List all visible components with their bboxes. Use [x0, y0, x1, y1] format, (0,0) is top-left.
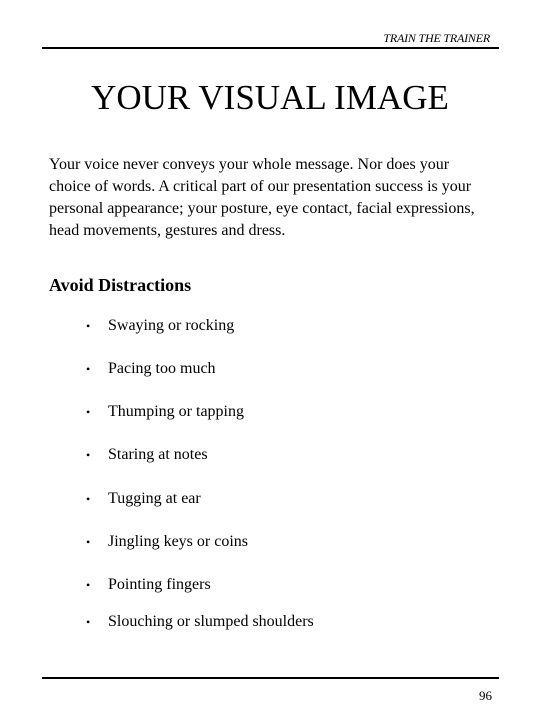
section-heading: Avoid Distractions	[49, 275, 192, 295]
list-item-text: Pacing too much	[108, 360, 216, 377]
intro-paragraph: Your voice never conveys your whole message. Nor does your choice of words. A critical part of our presentation success is your personal appearance; your posture, eye contact, facial expressions, head movements, gestures and dress.	[49, 156, 475, 239]
list-item-text: Thumping or tapping	[108, 403, 244, 420]
list-item	[86, 531, 248, 553]
list-item	[86, 444, 208, 466]
list-item-text: Jingling keys or coins	[108, 533, 248, 550]
list-item-text: Pointing fingers	[108, 576, 211, 593]
list-item	[86, 574, 211, 596]
bullet-icon: •	[86, 535, 91, 549]
footer-rule	[42, 677, 499, 679]
list-item-text: Tugging at ear	[108, 490, 201, 507]
bullet-icon: •	[86, 578, 91, 592]
list-item-text: Staring at notes	[108, 446, 208, 463]
bullet-icon: •	[86, 492, 91, 506]
bullet-icon: •	[86, 319, 91, 333]
bullet-icon: •	[86, 615, 91, 629]
running-header: TRAIN THE TRAINER	[383, 31, 490, 45]
list-item	[86, 315, 234, 337]
list-item	[86, 358, 216, 380]
header-rule	[42, 47, 499, 49]
list-item	[86, 611, 314, 633]
list-item	[86, 401, 244, 423]
list-item-text: Swaying or rocking	[108, 317, 235, 334]
page-number: 96	[479, 688, 492, 703]
bullet-icon: •	[86, 448, 91, 462]
bullet-icon: •	[86, 405, 91, 419]
list-item-text: Slouching or slumped shoulders	[108, 613, 314, 630]
page-title: YOUR VISUAL IMAGE	[91, 78, 449, 117]
bullet-icon: •	[86, 362, 91, 376]
list-item	[86, 488, 201, 510]
